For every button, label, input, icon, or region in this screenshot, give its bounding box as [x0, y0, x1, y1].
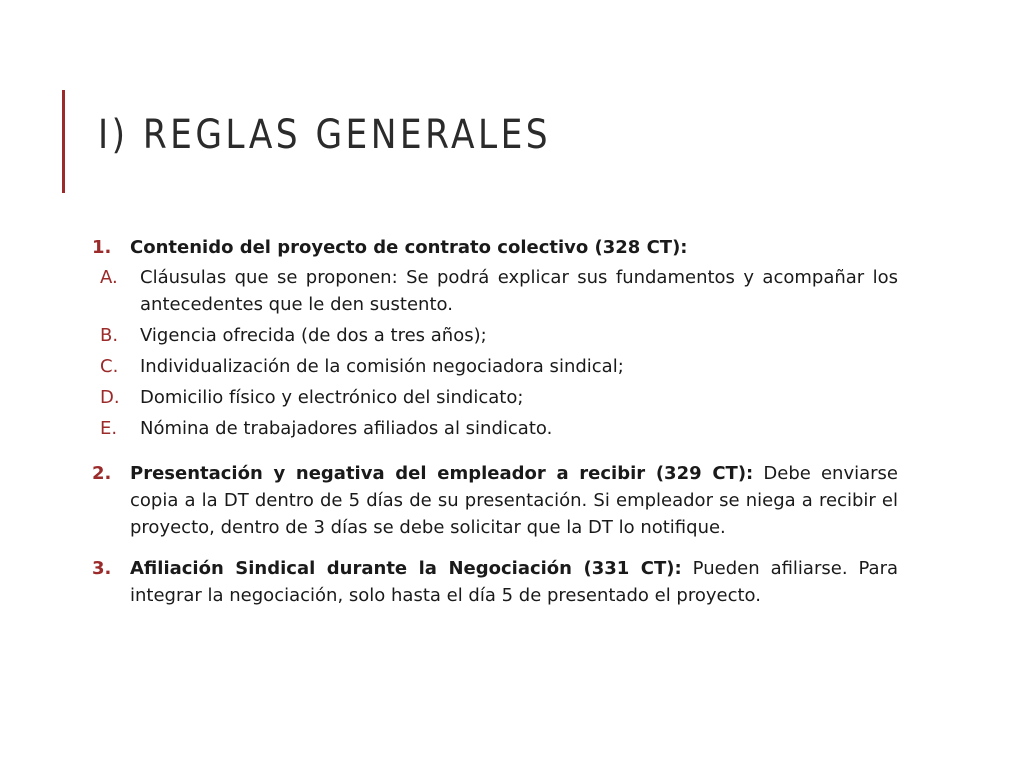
- list-item-3: [92, 555, 898, 609]
- item-heading: Presentación y negativa del empleador a recibir (329 CT):: [130, 463, 754, 484]
- item-body: [130, 555, 898, 609]
- sub-list: [100, 264, 898, 442]
- title-accent-bar: [62, 90, 65, 193]
- sub-item-c: [100, 353, 898, 380]
- sub-item-d: [100, 384, 898, 411]
- item-body: [100, 234, 898, 446]
- sub-item-a: [100, 264, 898, 318]
- sub-item-letter: A.: [100, 267, 118, 288]
- sub-item-text: Domicilio físico y electrónico del sindicato;: [140, 387, 524, 408]
- item-text: Debe enviarse copia a la DT dentro de 5 días de su presentación. Si empleador se niega a recibir el proyecto, dentro de 3 días se debe solicitar que la DT lo notifique.: [130, 463, 898, 538]
- item-number: 1.: [92, 237, 112, 258]
- sub-item-letter: E.: [100, 418, 118, 439]
- slide-content: [92, 234, 898, 609]
- item-text: Pueden afiliarse. Para integrar la negociación, solo hasta el día 5 de presentado el proyecto.: [130, 558, 899, 606]
- sub-item-text: Individualización de la comisión negociadora sindical;: [140, 356, 624, 377]
- sub-item-letter: B.: [100, 325, 119, 346]
- item-number: 3.: [92, 558, 112, 579]
- sub-item-b: [100, 322, 898, 349]
- sub-item-letter: D.: [100, 387, 120, 408]
- list-item-2: [92, 460, 898, 541]
- item-heading: Contenido del proyecto de contrato colectivo (328 CT):: [130, 237, 688, 258]
- sub-item-e: [100, 415, 898, 442]
- item-number: 2.: [92, 463, 112, 484]
- item-heading: Afiliación Sindical durante la Negociación (331 CT):: [130, 558, 682, 579]
- sub-item-text: Nómina de trabajadores afiliados al sindicato.: [140, 418, 553, 439]
- list-item-1: [92, 234, 898, 446]
- sub-item-text: Vigencia ofrecida (de dos a tres años);: [140, 325, 487, 346]
- sub-item-text: Cláusulas que se proponen: Se podrá explicar sus fundamentos y acompañar los antecedentes que le den sustento.: [140, 267, 898, 315]
- sub-item-letter: C.: [100, 356, 119, 377]
- item-body: [130, 460, 898, 541]
- slide-title: I) REGLAS GENERALES: [98, 112, 552, 158]
